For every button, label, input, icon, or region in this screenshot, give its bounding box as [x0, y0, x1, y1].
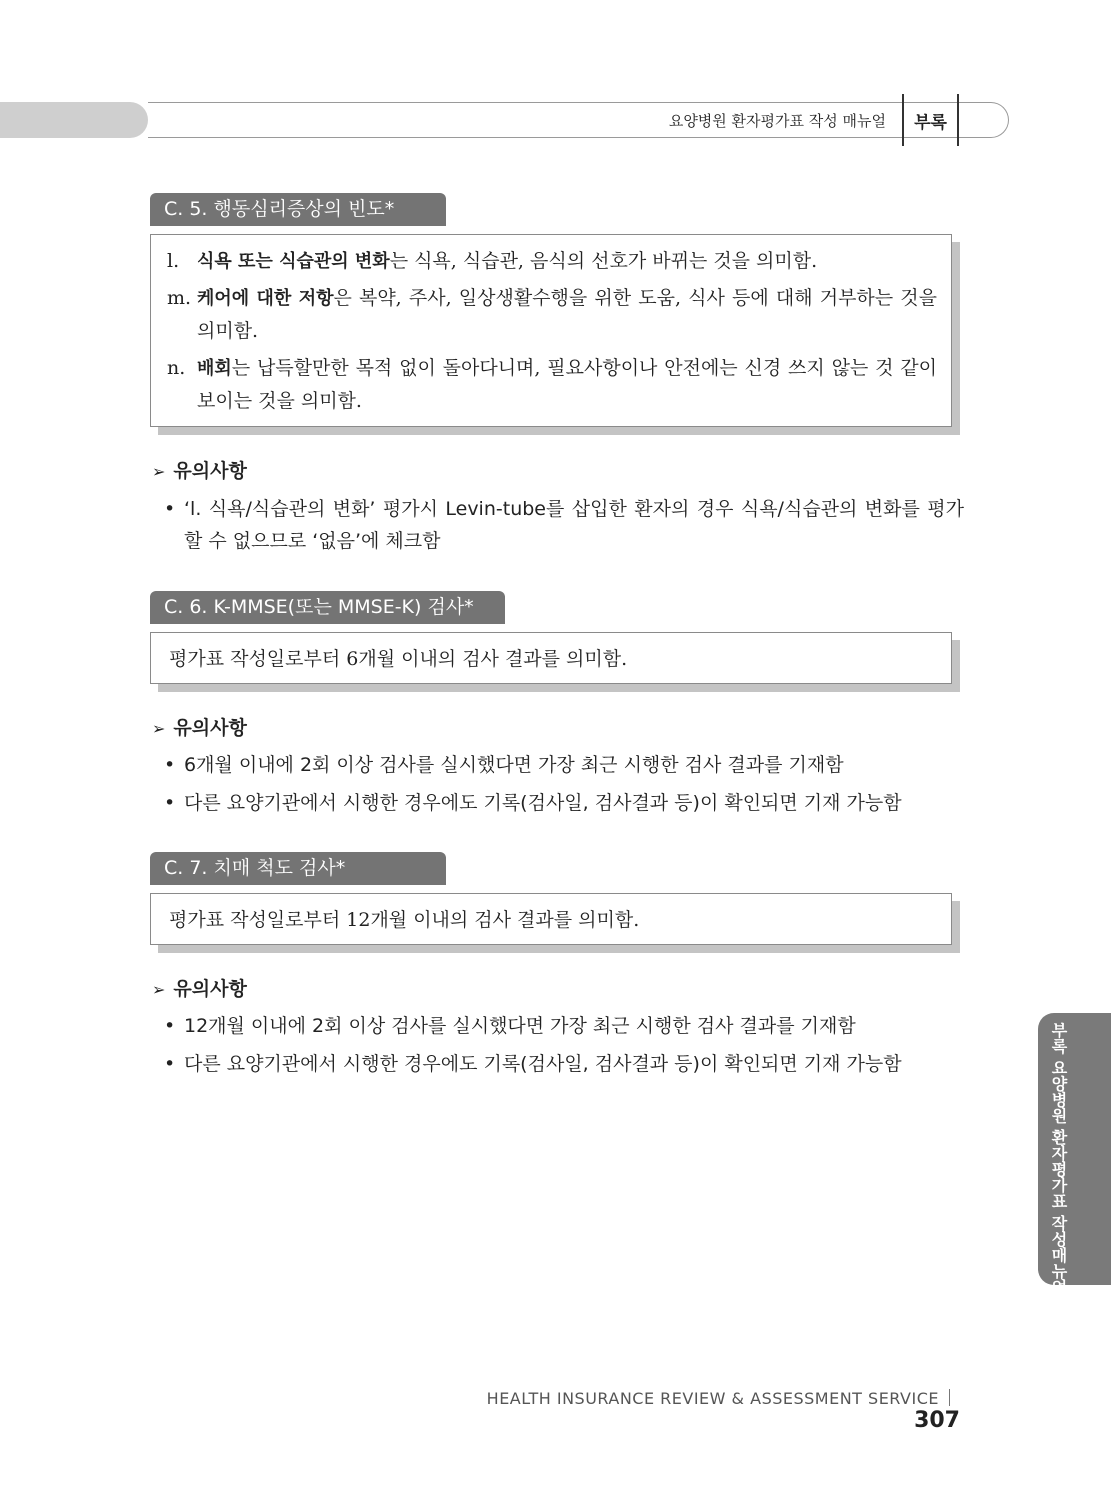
item-term: 식욕 또는 식습관의 변화 — [197, 251, 390, 272]
arrow-icon: ➢ — [152, 462, 166, 481]
bullet-icon: • — [164, 1053, 176, 1075]
item-label: l. — [167, 250, 180, 272]
footer-divider — [949, 1389, 950, 1406]
bullet-icon: • — [164, 1015, 176, 1037]
item-text: 는 납득할만한 목적 없이 돌아다니며, 필요사항이나 안전에는 신경 쓰지 않는 것 같이 보이는 것을 의미함. — [197, 357, 937, 412]
bullet-text: 6개월 이내에 2회 이상 검사를 실시했다면 가장 최근 시행한 검사 결과를 기재함 — [184, 754, 844, 776]
bullet-text: 12개월 이내에 2회 이상 검사를 실시했다면 가장 최근 시행한 검사 결과를 기재함 — [184, 1015, 856, 1037]
item-term: 케어에 대한 저항 — [197, 288, 334, 309]
item-term: 배회 — [197, 358, 232, 379]
note-bullet — [164, 493, 964, 557]
definition-item-n — [167, 352, 937, 417]
bullet-text: 다른 요양기관에서 시행한 경우에도 기록(검사일, 검사결과 등)이 확인되면 기재 가능함 — [184, 792, 902, 814]
header-divider — [957, 94, 959, 146]
section-tab-c5: C. 5. 행동심리증상의 빈도* — [150, 193, 446, 226]
running-header-title: 요양병원 환자평가표 작성 매뉴얼 — [668, 112, 886, 130]
page-number: 307 — [914, 1408, 960, 1433]
note-bullet — [164, 1010, 964, 1042]
note-heading-text: 유의사항 — [173, 978, 247, 1000]
bullet-text: ‘l. 식욕/식습관의 변화’ 평가시 Levin-tube를 삽입한 환자의 경우 식욕/식습관의 변화를 평가할 수 없으므로 ‘없음’에 체크함 — [184, 498, 964, 552]
item-text: 는 식욕, 식습관, 음식의 선호가 바뀌는 것을 의미함. — [389, 250, 818, 272]
note-bullet — [164, 749, 964, 781]
definition-box-c6 — [150, 632, 952, 684]
note-heading-c7 — [152, 974, 247, 1001]
page-footer — [470, 1389, 960, 1433]
running-header-tag: 부록 — [914, 113, 947, 133]
section-tab-c7: C. 7. 치매 척도 검사* — [150, 852, 446, 885]
item-text: 은 복약, 주사, 일상생활수행을 위한 도움, 식사 등에 대해 거부하는 것을 의미함. — [197, 287, 937, 342]
note-heading-text: 유의사항 — [173, 460, 247, 482]
item-label: n. — [167, 357, 186, 379]
arrow-icon: ➢ — [152, 980, 166, 999]
definition-item-m — [167, 282, 937, 347]
note-bullet — [164, 787, 964, 819]
box-text: 평가표 작성일로부터 12개월 이내의 검사 결과를 의미함. — [169, 909, 640, 931]
definition-box-c7 — [150, 893, 952, 945]
definition-box-c5 — [150, 234, 952, 427]
definition-item-l — [167, 245, 937, 278]
box-text: 평가표 작성일로부터 6개월 이내의 검사 결과를 의미함. — [169, 648, 628, 670]
bullet-icon: • — [164, 792, 176, 814]
note-heading-text: 유의사항 — [173, 717, 247, 739]
bullet-icon: • — [164, 754, 176, 776]
note-heading-c5 — [152, 456, 247, 483]
bullet-icon: • — [164, 498, 176, 520]
bullet-text: 다른 요양기관에서 시행한 경우에도 기록(검사일, 검사결과 등)이 확인되면 기재 가능함 — [184, 1053, 902, 1075]
item-label: m. — [167, 287, 192, 309]
chapter-side-tab-label: 부록 요양병원 환자평가표 작성매뉴얼 — [1049, 1022, 1068, 1295]
arrow-icon: ➢ — [152, 719, 166, 738]
note-heading-c6 — [152, 713, 247, 740]
section-tab-c6: C. 6. K-MMSE(또는 MMSE-K) 검사* — [150, 591, 505, 624]
footer-org: HEALTH INSURANCE REVIEW & ASSESSMENT SERVICE — [486, 1389, 939, 1408]
note-bullet — [164, 1048, 964, 1080]
header-band-left — [0, 102, 148, 138]
